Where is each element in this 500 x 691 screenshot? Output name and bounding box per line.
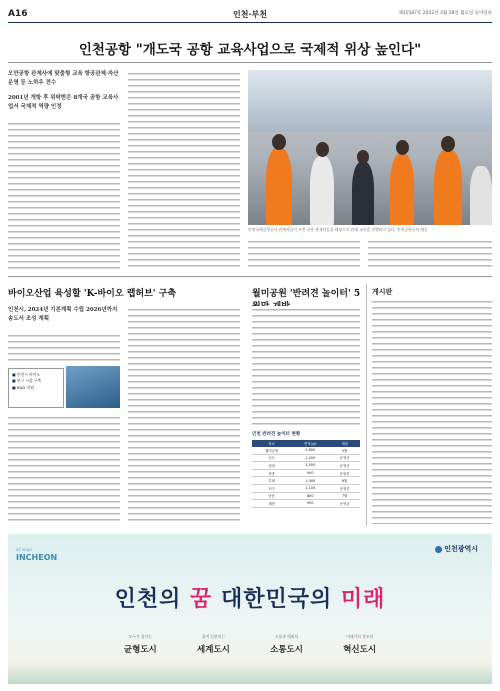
second-subhead: 인천시, 2024년 기본계획 수립 2026년까지 송도서 조성 계획	[8, 307, 118, 322]
logo-small-text: all ways	[16, 547, 33, 552]
lead-body-col-3	[248, 238, 360, 268]
table-header: 면적(㎡)	[291, 440, 329, 447]
table-header: 개장	[329, 440, 360, 447]
table-row: 송도 1,200 운영중	[252, 454, 360, 462]
photo-person	[434, 150, 462, 225]
second-headline: 바이오산업 육성할 'K-바이오 랩허브' 구축	[8, 289, 177, 299]
photo-head	[316, 142, 329, 157]
info-box-item: ■ 연구 시설 구축	[12, 378, 42, 384]
dog-park-table	[252, 440, 360, 508]
table-row: 청라 1,500 운영중	[252, 462, 360, 470]
logo-text: INCHEON	[16, 553, 58, 562]
lead-body-col-2	[128, 70, 240, 270]
masthead	[8, 6, 492, 32]
lead-photo	[248, 70, 492, 225]
notice-body	[372, 298, 492, 524]
table-header-row	[252, 440, 360, 447]
photo-person	[470, 166, 492, 225]
third-body-col-1	[252, 306, 360, 426]
city-logo	[435, 544, 478, 554]
table-row: 월미공원 2,800 5월	[252, 447, 360, 454]
page-number: A16	[8, 9, 28, 19]
photo-head	[396, 140, 409, 155]
ad-tag: 꿈이 실현되는 세계도시	[197, 634, 230, 655]
photo-window	[248, 70, 492, 132]
ad-tag: 모두가 잘사는 균형도시	[123, 634, 157, 655]
table-header: 장소	[252, 440, 291, 447]
notice-title: 게시판	[372, 288, 393, 296]
table-title: 인천 반려견 놀이터 현황	[252, 432, 301, 437]
photo-person	[352, 162, 374, 225]
ad-banner	[8, 534, 492, 684]
city-name: 인천광역시	[444, 545, 478, 553]
table-row: 남동 800 7월	[252, 492, 360, 500]
column-rule	[366, 284, 367, 526]
second-body-col-1b	[8, 414, 120, 524]
issue-meta: 제31587호 2022년 3월 28일 월요일 동아일보	[398, 11, 492, 16]
section-rule	[8, 276, 492, 277]
lead-body-col-4	[368, 238, 492, 268]
table-row: 계양 950 운영중	[252, 500, 360, 508]
lead-headline: 인천공항 "개도국 공항 교육사업으로 국제적 위상 높인다"	[78, 42, 422, 58]
second-body-col-2	[128, 306, 240, 524]
table-row: 영종 900 운영중	[252, 469, 360, 477]
photo-caption: 인천국제공항공사 관계자들이 오만 공항 관제사들을 대상으로 관제 교육을 진행하고 있다. 인천공항공사 제공	[248, 227, 428, 232]
incheon-logo	[16, 544, 57, 562]
ad-tag: 소통과 배려의 소통도시	[270, 634, 303, 655]
lead-subhead-1: 오만공항 관제사에 맞춤형 교육 항공관제·자산운영 등 노하우 전수	[8, 71, 119, 86]
info-box-item: ■ 인천시 바이오	[12, 372, 41, 377]
table-row: 서구 1,100 운영중	[252, 484, 360, 492]
photo-head	[357, 150, 369, 164]
ad-tag: 미래가치 창조의 혁신도시	[343, 634, 377, 655]
headline-rule	[8, 62, 492, 63]
photo-person	[390, 154, 414, 225]
second-photo	[66, 366, 120, 408]
section-title: 인천·부천	[233, 10, 267, 19]
masthead-rule	[8, 22, 492, 23]
photo-head	[272, 134, 286, 150]
third-headline: 월미공원 '반려견 놀이터' 5	[252, 289, 361, 299]
info-box-item: ■ R&D 지원	[12, 384, 34, 390]
lead-subhead-2: 2001년 개항 후 위탁받은 8개국 공항 교육사업서 국제적 역량 인정	[8, 95, 119, 110]
photo-person	[266, 148, 292, 225]
lead-body-col-1	[8, 120, 120, 270]
ad-tags	[8, 634, 492, 655]
ad-landscape	[8, 662, 492, 684]
second-body-col-1	[8, 332, 120, 362]
table-row: 부평 1,000 6월	[252, 477, 360, 485]
info-box	[8, 368, 64, 408]
photo-head	[441, 136, 455, 152]
photo-person	[310, 156, 334, 225]
ad-slogan: 인천의 꿈 대한민국의 미래	[114, 587, 386, 612]
city-emblem-icon	[435, 546, 442, 553]
